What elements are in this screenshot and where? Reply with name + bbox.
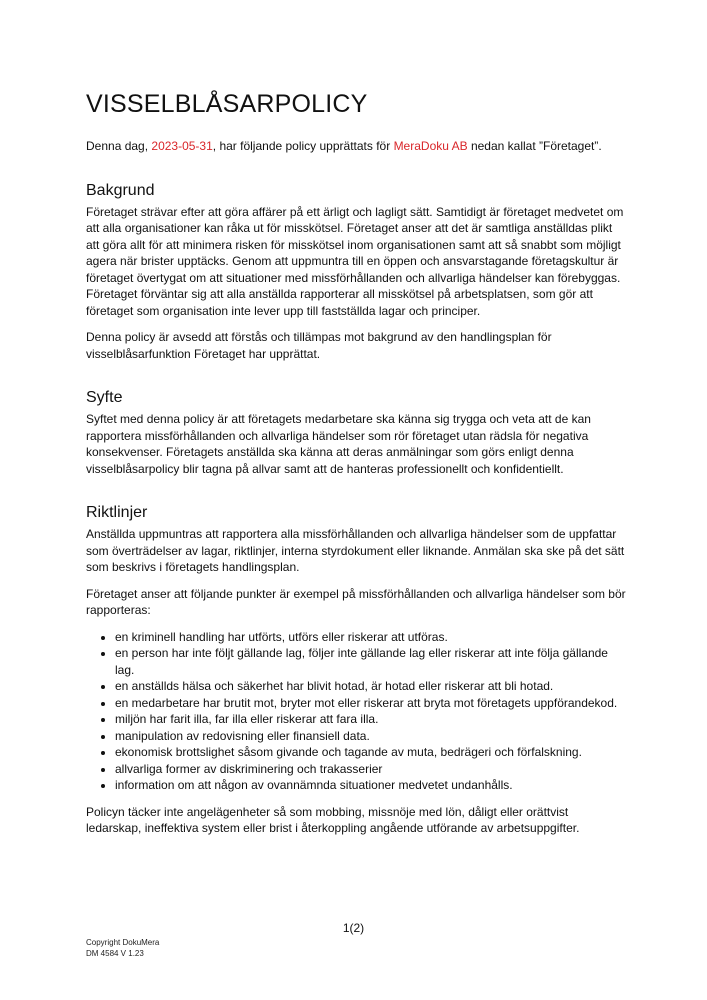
page-number: 1(2) xyxy=(342,921,365,935)
riktlinjer-paragraph-1: Anställda uppmuntras att rapportera alla missförhållanden och allvarliga händelser som de uppfattar som överträdelser av lagar, riktlinjer, interna styrdokument eller liknande. Anmälan ska ske på det sätt som beskrivs i företagets handlingsplan. xyxy=(86,527,625,574)
intro-text-end: nedan kallat ”Företaget”. xyxy=(467,139,602,153)
section-bakgrund xyxy=(86,180,626,363)
bakgrund-paragraph-1: Företaget strävar efter att göra affärer på ett ärligt och lagligt sätt. Samtidigt är företaget medvetet om att alla organisationer kan råka ut för misskötsel. Företaget anser att det är samtliga anställdas plikt att göra allt för att minimera risken för misskötsel inom organisationen samt att så snabbt som möjligt agera när brister upptäcks. Genom att uppmuntra till en öppen och ansvarstagande företagskultur är företaget övertygat om att situationer med missförhållanden och allvarliga händelser kan förebyggas. Företaget förväntar sig att alla anställda rapporterar all misskötsel på arbetsplatsen, som gör att företaget som organisation inte lever upp till fastställda lagar och principer. xyxy=(86,204,624,318)
section-heading-bakgrund: Bakgrund xyxy=(86,181,155,199)
page-footer xyxy=(86,937,159,959)
footer-document-id: DM 4584 V 1.23 xyxy=(86,949,144,958)
list-item: • en medarbetare har brutit mot, bryter mot eller riskerar att bryta mot företagets uppförandekod. xyxy=(115,695,626,712)
riktlinjer-closing-paragraph: Policyn täcker inte angelägenheter så som mobbing, missnöje med lön, dåligt eller orättvist ledarskap, ineffektiva system eller brist i återkoppling angående utförande av arbetsuppgifter. xyxy=(86,804,580,835)
syfte-paragraph-1: Syftet med denna policy är att företagets medarbetare ska känna sig trygga och veta att de kan rapportera missförhållanden och allvarliga händelser som rör företaget utan rädsla för negativa konsekvenser. Företagets anställda ska känna att deras anmälningar som görs enligt denna visselblåsarpolicy blir tagna på allvar samt att de hanteras professionellt och konfidentiellt. xyxy=(86,412,591,476)
list-item: • ekonomisk brottslighet såsom givande och tagande av muta, bedrägeri och förfalskning. xyxy=(115,744,626,761)
list-item: • manipulation av redovisning eller finansiell data. xyxy=(115,728,626,745)
section-heading-syfte: Syfte xyxy=(86,389,123,406)
bakgrund-paragraph-2: Denna policy är avsedd att förstås och tillämpas mot bakgrund av den handlingsplan för visselblåsarfunktion Företaget har upprättat. xyxy=(86,330,552,361)
document-title: VISSELBLÅSARPOLICY xyxy=(86,90,368,118)
list-item: • information om att någon av ovannämnda situationer medvetet undanhålls. xyxy=(115,777,626,794)
section-riktlinjer xyxy=(86,502,626,837)
intro-text-start: Denna dag, xyxy=(86,139,152,153)
list-item: • en anställds hälsa och säkerhet har blivit hotad, är hotad eller riskerar att bli hotad. xyxy=(115,678,626,695)
section-syfte xyxy=(86,387,626,477)
list-item: • allvarliga former av diskriminering och trakasserier xyxy=(115,761,626,778)
company-name: MeraDoku AB xyxy=(393,139,468,153)
document-body xyxy=(86,88,626,837)
list-item: • en kriminell handling har utförts, utförs eller riskerar att utföras. xyxy=(115,629,626,646)
intro-paragraph xyxy=(86,138,626,155)
examples-bullet-list xyxy=(86,629,626,794)
section-heading-riktlinjer: Riktlinjer xyxy=(86,504,148,521)
policy-date: 2023-05-31 xyxy=(151,139,213,153)
footer-copyright: Copyright DokuMera xyxy=(86,938,160,947)
list-item: • en person har inte följt gällande lag, följer inte gällande lag eller riskerar att inte följa gällande lag. xyxy=(115,645,626,678)
intro-text-middle: , har följande policy upprättats för xyxy=(212,139,394,153)
list-item: • miljön har farit illa, far illa eller riskerar att fara illa. xyxy=(115,711,626,728)
riktlinjer-paragraph-2: Företaget anser att följande punkter är exempel på missförhållanden och allvarliga händelser som bör rapporteras: xyxy=(86,586,626,617)
